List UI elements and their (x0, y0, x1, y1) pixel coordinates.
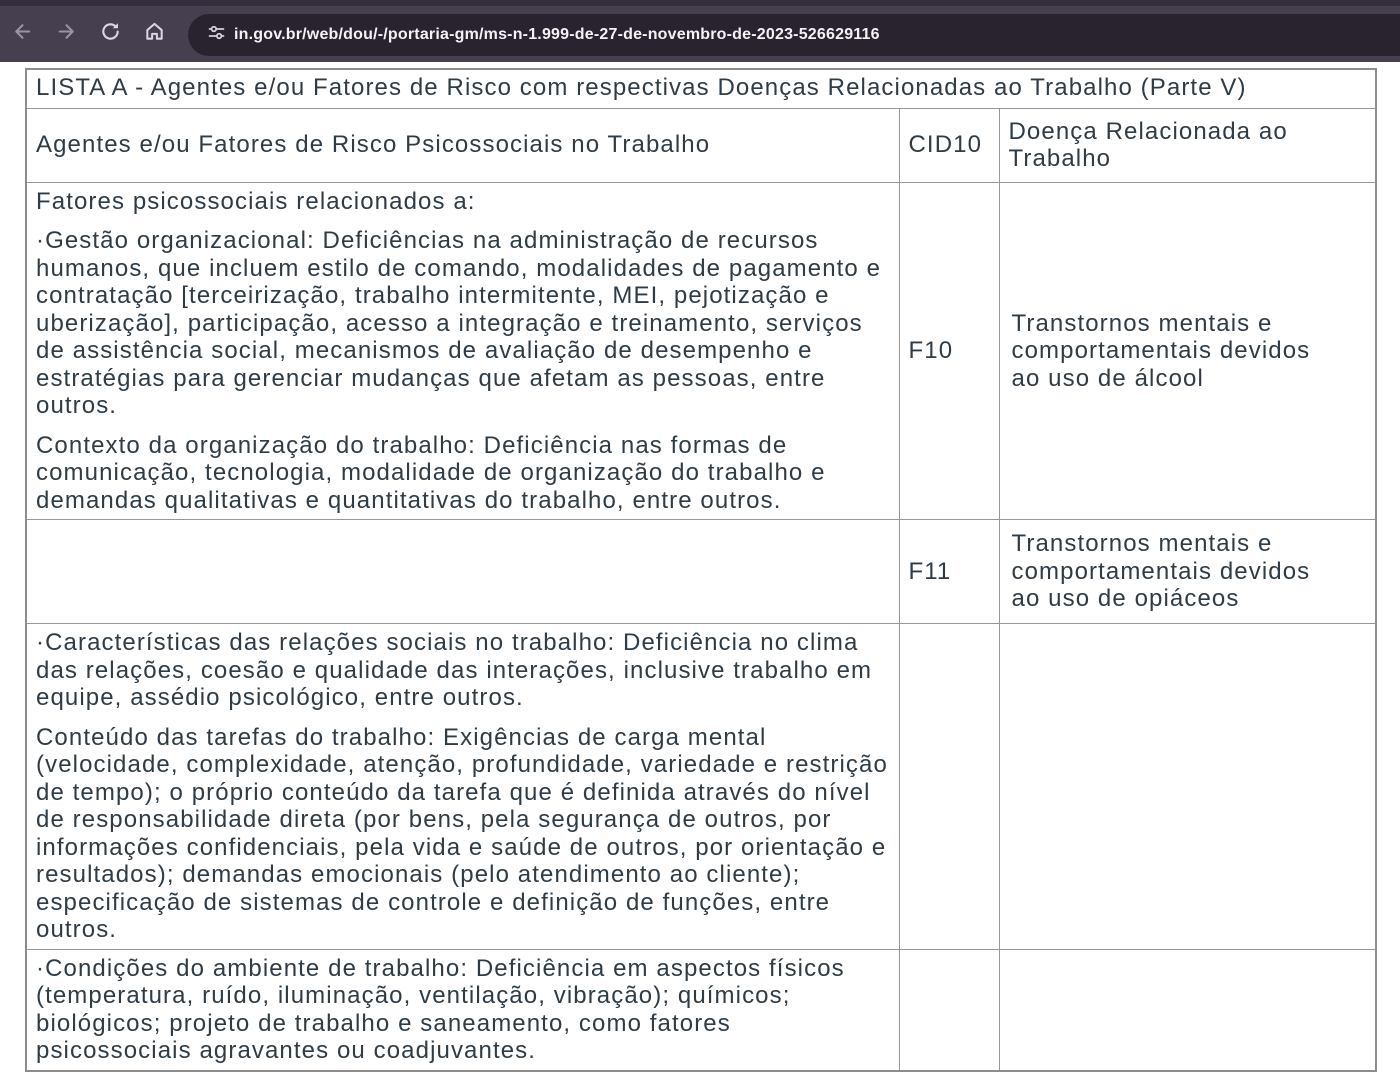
table-title: LISTA A - Agentes e/ou Fatores de Risco com respectivas Doenças Relacionadas ao Trabalho (Parte V) (26, 69, 1376, 108)
window-frame-strip (0, 0, 1400, 6)
paragraph: Conteúdo das tarefas do trabalho: Exigências de carga mental (velocidade, complexidade, atenção, profundidade, variedade e restrição de tempo); o próprio conteúdo da tarefa que é definida através do nível de responsabilidade direta (por bens, pela segurança de outros, por informações confidenciais, pela vida e saúde de outros, por orientação e resultados); demandas emocionais (pelo atendimento ao cliente); especificação de sistemas de controle e definição de funções, entre outros. (36, 723, 888, 943)
forward-button[interactable] (44, 12, 88, 56)
col-header-cid10: CID10 (899, 108, 999, 182)
table-row-f11 (26, 520, 1376, 624)
cid10-cell: F10 (899, 182, 999, 520)
disease-cell: Transtornos mentais e comportamentais devidos ao uso de álcool (999, 182, 1376, 520)
reload-icon (99, 20, 122, 48)
col-header-doenca: Doença Relacionada ao Trabalho (999, 108, 1376, 182)
page-content (0, 68, 1400, 1080)
table-header-row (26, 108, 1376, 182)
url-text: in.gov.br/web/dou/-/portaria-gm/ms-n-1.999-de-27-de-novembro-de-2023-526629116 (234, 26, 880, 43)
table-row-caracteristicas (26, 624, 1376, 950)
paragraph: ·Características das relações sociais no trabalho: Deficiência no clima das relações, coesão e qualidade das interações, inclusive trabalho em equipe, assédio psicológico, entre outros. (36, 629, 873, 711)
tune-icon (206, 22, 227, 48)
disease-cell: Transtornos mentais e comportamentais devidos ao uso de opiáceos (999, 520, 1376, 624)
paragraph: ·Condições do ambiente de trabalho: Deficiência em aspectos físicos (temperatura, ruído, iluminação, ventilação, vibração); químicos; biológicos; projeto de trabalho e saneamento, como fatores psicossociais agravantes ou coadjuvantes. (36, 954, 845, 1064)
browser-nav-buttons (0, 6, 176, 62)
forward-arrow-icon (55, 20, 78, 48)
paragraph: ·Gestão organizacional: Deficiências na administração de recursos humanos, que incluem estilo de comando, modalidades de pagamento e contratação [terceirização, trabalho intermitente, MEI, pejotização e uberização], participação, acesso a integração e treinamento, serviços de assistência social, mecanismos de avaliação de desempenho e estratégias para gerenciar mudanças que afetam as pessoas, entre outros. (36, 227, 882, 419)
table-title-row (26, 69, 1376, 108)
table-row-f10 (26, 182, 1376, 520)
agent-cell (26, 949, 899, 1071)
paragraph: Fatores psicossociais relacionados a: (36, 187, 476, 215)
agent-cell (26, 182, 899, 520)
back-arrow-icon (11, 20, 34, 48)
agent-cell (26, 624, 899, 950)
paragraph: Contexto da organização do trabalho: Deficiência nas formas de comunicação, tecnologia, modalidade de organização do trabalho e demandas qualitativas e quantitativas do trabalho, entre outros. (36, 431, 826, 514)
table-row-condicoes (26, 949, 1376, 1071)
reload-button[interactable] (88, 12, 132, 56)
cid10-cell (899, 949, 999, 1071)
disease-cell (999, 624, 1376, 950)
home-icon (143, 20, 166, 48)
disease-cell (999, 949, 1376, 1071)
site-settings-button[interactable] (188, 14, 234, 56)
address-bar[interactable] (188, 14, 1400, 56)
cid10-cell: F11 (899, 520, 999, 624)
home-button[interactable] (132, 12, 176, 56)
cid10-cell (899, 624, 999, 950)
back-button[interactable] (0, 12, 44, 56)
col-header-agentes: Agentes e/ou Fatores de Risco Psicossociais no Trabalho (26, 108, 899, 182)
agent-cell (26, 520, 899, 624)
browser-toolbar (0, 0, 1400, 62)
lista-a-table (25, 68, 1377, 1072)
